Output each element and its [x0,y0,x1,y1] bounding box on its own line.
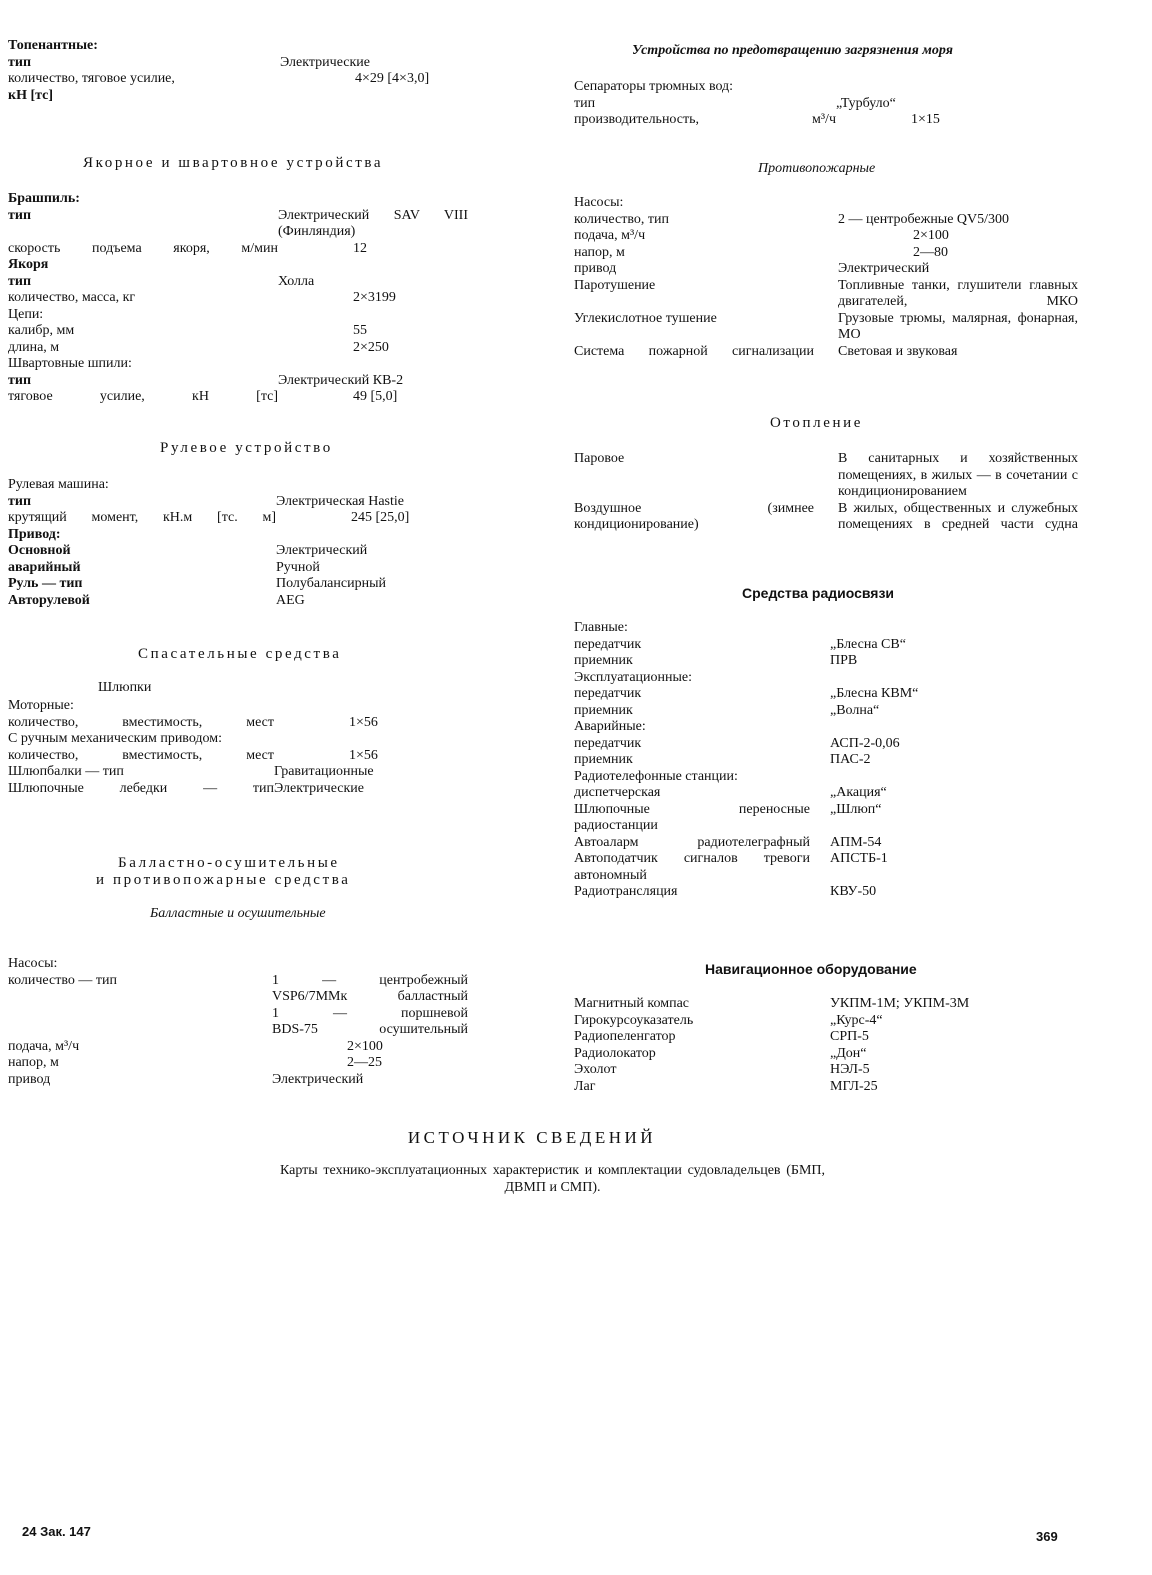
footer-order-number: 24 Зак. 147 [22,1524,91,1539]
ballast-section-title-2: и противопожарные средства [96,872,351,888]
spec-row [8,973,468,1039]
spec-row [8,1039,468,1056]
spec-value: 4×29 [4×3,0] [355,71,430,86]
spec-value [1034,195,1084,212]
spec-value: Электрический [838,261,930,276]
spec-value: Холла [278,273,315,289]
spec-value: Световая и звуковая [838,343,958,359]
spec-label: Цепи: [8,306,44,322]
spec-row [574,311,1084,344]
spec-label: привод [8,1071,51,1087]
heating-block [574,451,1084,534]
navigation-block [574,996,1084,1095]
spec-label: Система пожарной сигнализации [574,343,814,359]
spec-label: Гирокурсоуказатель [574,1012,694,1028]
spec-value: 49 [5,0] [353,389,398,404]
spec-label: Радиопеленгатор [574,1029,676,1044]
spec-value: 1×15 [911,112,940,127]
spec-row [574,637,1084,654]
spec-label: Шлюпочные лебедки — тип [8,780,274,796]
spec-row [574,1013,1084,1030]
spec-row [574,736,1084,753]
spec-row [574,686,1084,703]
spec-label: приемник [574,702,633,718]
spec-value: „Курс-4“ [830,1012,883,1028]
spec-row [574,996,1084,1013]
spec-row [8,55,468,72]
spec-label: производительность, м³/ч [574,112,836,127]
spec-value: МГЛ-25 [830,1078,878,1094]
spec-row [8,494,468,511]
spec-value: Электрический [272,1071,364,1087]
heating-section-title: Отопление [770,415,863,431]
spec-row [8,88,468,105]
spec-label: Аварийные: [574,719,646,734]
steering-section-title: Рулевое устройство [160,440,333,456]
spec-label: количество — тип [8,972,117,988]
spec-label: Магнитный компас [574,996,690,1011]
spec-value: 2×3199 [353,290,396,305]
spec-label: количество, вместимость, мест [8,714,274,730]
spec-row [8,356,468,373]
spec-row [8,307,468,324]
spec-value: Электрический [276,543,368,558]
spec-label: диспетчерская [574,785,661,800]
spec-row [8,389,468,406]
spec-label: Паровое [574,451,625,466]
spec-row [574,245,1084,262]
spec-value [1034,79,1084,96]
lifesaving-section-title: Спасательные средства [138,646,342,662]
spec-value: В санитарных и хозяйственных помещениях, в жилых — в сочетании с кондиционированием [838,451,1078,499]
spec-label: Сепараторы трюмных вод: [574,79,734,94]
spec-label: Лаг [574,1078,596,1094]
spec-label: Моторные: [8,698,74,713]
fire-section-title: Противопожарные [758,161,876,176]
spec-label: приемник [574,653,633,668]
spec-label: Руль — тип [8,576,83,591]
spec-row [574,96,1084,113]
spec-value: ПАС-2 [830,752,871,767]
spec-row [8,715,468,732]
spec-row [574,1046,1084,1063]
spec-label: скорость подъема якоря, м/мин [8,240,278,256]
spec-label: Радиотелефонные станции: [574,768,738,784]
spec-row [8,323,468,340]
navigation-section-title: Навигационное оборудование [705,961,917,977]
spec-label: приемник [574,752,633,767]
spec-label: Швартовные шпили: [8,356,132,371]
spec-label: тип [8,493,32,509]
spec-value: Топливные танки, глушители главных двигателей, МКО [838,277,1078,309]
spec-value: Ручной [276,559,320,575]
spec-label: Воздушное (зимнее кондиционирование) [574,500,814,532]
spec-label: крутящий момент, кН.м [тс. м] [8,510,276,525]
spec-label: передатчик [574,735,642,751]
spec-row [8,290,468,307]
ballast-subtitle: Балластные и осушительные [150,906,326,921]
spec-value: 1×56 [349,747,378,763]
spec-value: 2×100 [913,228,949,243]
spec-row [8,38,468,55]
spec-label: Углекислотное тушение [574,310,717,326]
spec-label: тип [574,95,596,111]
spec-value: 1 — центробежный VSP6/7MMк балластный 1 — поршневой BDS-75 осушительный [272,972,468,1037]
spec-row [574,501,1084,534]
spec-row [574,195,1084,212]
anchor-block [8,191,468,406]
spec-row [574,451,1084,501]
spec-row [8,764,468,781]
spec-row [574,752,1084,769]
spec-label: передатчик [574,686,642,701]
spec-value: Электрическая Hastie [276,493,404,509]
spec-value [1034,769,1084,786]
radio-section-title: Средства радиосвязи [742,585,895,601]
spec-value [1034,670,1084,687]
spec-row [574,1079,1084,1096]
spec-value: Грузовые трюмы, малярная, фонарная, МО [838,310,1078,342]
spec-label: подача, м³/ч [8,1038,80,1054]
spec-label: Паротушение [574,277,656,293]
toponant-block [8,38,468,104]
spec-row [574,278,1084,311]
spec-row [8,274,468,291]
spec-value: 2×100 [347,1038,383,1054]
spec-row [8,593,468,610]
spec-row [8,340,468,357]
spec-row [8,477,468,494]
fire-block [574,195,1084,360]
page-number: 369 [1036,1529,1058,1544]
spec-value: Электрический КВ-2 [278,372,404,388]
spec-row [8,527,468,544]
spec-value [1034,719,1084,736]
spec-row [8,543,468,560]
spec-row [574,620,1084,637]
spec-label: количество, вместимость, мест [8,747,274,763]
anchor-section-title: Якорное и швартовное устройства [83,155,384,171]
spec-label: Автоподатчик сигналов тревоги автономный [574,851,810,883]
spec-row [8,373,468,390]
spec-label: Насосы: [574,195,624,210]
spec-row [574,261,1084,278]
spec-label: Якоря [8,257,49,272]
lifesaving-block [8,698,468,797]
spec-label: Главные: [574,620,628,635]
spec-value: Гравитационные [274,764,374,779]
spec-label: Насосы: [8,956,58,971]
spec-value: „Блесна КВМ“ [830,686,919,701]
spec-value: „Турбуло“ [836,95,896,111]
spec-value: Электрические [280,54,370,70]
spec-value: „Акация“ [830,785,887,800]
spec-label: Эксплуатационные: [574,669,693,685]
spec-row [574,719,1084,736]
spec-row [8,698,468,715]
spec-label: количество, тяговое усилие, [8,71,175,86]
spec-row [574,670,1084,687]
spec-value: 12 [353,240,367,256]
spec-label: Шлюпочные переносные радиостанции [574,801,810,833]
spec-row [574,802,1084,835]
spec-label: напор, м [574,244,625,260]
source-title: ИСТОЧНИК СВЕДЕНИЙ [407,1128,657,1147]
spec-row [8,576,468,593]
spec-row [574,1029,1084,1046]
spec-row [574,851,1084,884]
spec-label: Радиолокатор [574,1045,656,1061]
spec-label: Привод: [8,526,61,542]
spec-row [8,1055,468,1072]
spec-value: 245 [25,0] [351,510,410,525]
spec-value: 2—25 [347,1055,382,1070]
spec-value: КВУ-50 [830,884,877,899]
spec-label: подача, м³/ч [574,228,646,243]
spec-row [8,208,468,241]
spec-row [8,1072,468,1089]
spec-value: „Блесна СВ“ [830,636,906,652]
spec-label: тип [8,273,32,289]
spec-value: 1×56 [349,714,378,730]
spec-row [8,781,468,798]
spec-row [574,769,1084,786]
spec-label: Рулевая машина: [8,477,109,492]
spec-row [574,79,1084,96]
spec-value: AEG [276,592,305,608]
spec-row [8,241,468,258]
spec-label: количество, тип [574,211,669,227]
spec-label: напор, м [8,1055,59,1070]
lifeboats-subtitle: Шлюпки [98,680,152,695]
spec-value: 2 — центробежные QV5/300 [838,211,1010,227]
spec-label: Авторулевой [8,592,90,608]
spec-value: 55 [353,323,367,338]
spec-value: СРП-5 [830,1029,869,1044]
pollution-section-title: Устройства по предотвращению загрязнения моря [632,43,953,58]
spec-label: Топенантные: [8,38,98,53]
spec-row [574,653,1084,670]
spec-label: С ручным механическим приводом: [8,731,223,746]
spec-value: ПРВ [830,653,858,668]
ballast-block [8,956,468,1088]
spec-row [8,560,468,577]
spec-row [8,257,468,274]
spec-value: УКПМ-1М; УКПМ-3М [830,996,970,1011]
spec-value: АСП-2-0,06 [830,735,900,751]
spec-label: калибр, мм [8,323,75,338]
spec-value: „Волна“ [830,702,880,718]
spec-label: тяговое усилие, кН [тс] [8,389,278,404]
spec-value: АПСТБ-1 [830,851,888,866]
spec-label: Основной [8,543,71,558]
spec-row [8,71,468,88]
spec-row [574,785,1084,802]
spec-value: Электрический SAV VIII (Финляндия) [278,207,468,239]
spec-value: 2—80 [913,244,948,260]
spec-label: Брашпиль: [8,191,80,206]
spec-value: „Дон“ [830,1045,867,1061]
spec-label: тип [8,54,32,70]
spec-label: Шлюпбалки — тип [8,764,124,779]
spec-row [574,344,1084,361]
steering-block [8,477,468,609]
spec-row [574,228,1084,245]
spec-row [574,703,1084,720]
spec-value: Электрические [274,780,364,796]
spec-label: аварийный [8,559,81,575]
source-text: Карты технико-эксплуатационных характеристик и комплектации судовладельцев (БМП, ДВМП и СМП). [280,1163,825,1195]
spec-label: тип [8,372,32,388]
pollution-block [574,79,1084,129]
spec-row [8,731,468,748]
spec-label: привод [574,261,617,276]
spec-label: Эхолот [574,1062,617,1077]
spec-row [574,112,1084,129]
spec-label: передатчик [574,636,642,652]
spec-row [8,510,468,527]
spec-row [8,956,468,973]
spec-value: В жилых, общественных и служебных помещениях в средней части судна [838,500,1078,532]
spec-label: тип [8,207,32,223]
spec-row [574,884,1084,901]
spec-row [574,1062,1084,1079]
spec-row [8,748,468,765]
ballast-section-title-1: Балластно-осушительные [118,855,340,871]
spec-value: „Шлюп“ [830,801,882,817]
spec-label: кН [тс] [8,87,54,103]
spec-value: Полубалансирный [276,576,386,591]
spec-value [1034,620,1084,637]
spec-value: 2×250 [353,339,389,355]
spec-row [574,212,1084,229]
radio-block [574,620,1084,901]
spec-row [574,835,1084,852]
spec-value: НЭЛ-5 [830,1062,870,1077]
spec-row [8,191,468,208]
spec-label: количество, масса, кг [8,290,136,305]
spec-label: длина, м [8,339,60,355]
spec-label: Автоаларм радиотелеграфный [574,834,810,850]
spec-label: Радиотрансляция [574,884,678,899]
spec-value: АПМ-54 [830,834,882,850]
